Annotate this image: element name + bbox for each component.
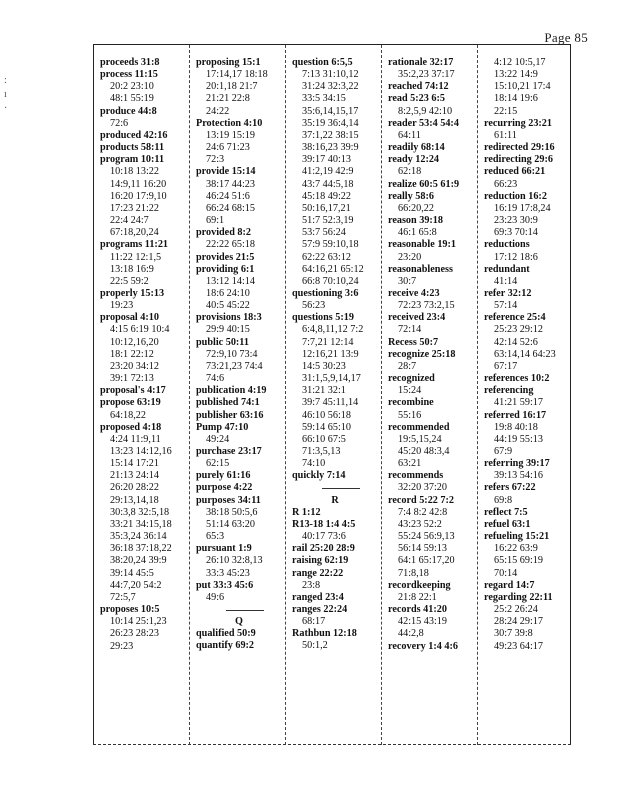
index-subline: 51:14 63:20: [206, 518, 255, 530]
index-subline: 38:18 50:5,6: [206, 506, 258, 518]
index-subline: 19:8 40:18: [494, 421, 538, 433]
index-subline: 69:8: [494, 494, 513, 506]
index-subline: 20:2 23:10: [110, 81, 154, 93]
index-entry: proposes 10:5: [100, 604, 160, 616]
index-subline: 30:7 39:8: [494, 628, 533, 640]
index-subline: 46:10 56:18: [302, 409, 351, 421]
index-entry: receive 4:23: [388, 287, 440, 299]
index-subline: 33:5 34:15: [302, 93, 346, 105]
index-entry: refer 32:12: [484, 287, 532, 299]
index-entry: put 33:3 45:6: [196, 579, 254, 591]
index-entry: proceeds 31:8: [100, 57, 160, 68]
index-subline: 29:13,14,18: [110, 494, 159, 506]
index-subline: 45:20 48:3,4: [398, 446, 450, 457]
index-entry: reasonable 19:1: [388, 239, 457, 251]
index-subline: 10:12,16,20: [110, 336, 159, 348]
index-subline: 46:1 65:8: [398, 227, 437, 239]
index-entry: produce 44:8: [100, 105, 157, 117]
index-entry: programs 11:21: [100, 239, 169, 251]
index-subline: 22:5 59:2: [110, 275, 149, 287]
index-entry: really 58:6: [388, 190, 434, 202]
index-entry: program 10:11: [100, 154, 165, 166]
index-subline: 25:2 26:24: [494, 604, 538, 616]
index-entry: provides 21:5: [196, 251, 255, 263]
index-subline: 17:12 18:6: [494, 251, 538, 263]
index-subline: 8:2,5,9 42:10: [398, 105, 453, 117]
index-entry: provided 8:2: [196, 227, 252, 239]
index-subline: 53:7 56:24: [302, 227, 346, 239]
index-subline: 49:23 64:17: [494, 640, 543, 652]
index-entry: publication 4:19: [196, 385, 267, 397]
index-subline: 33:21 34:15,18: [110, 518, 172, 530]
index-entry: recognized: [388, 373, 435, 385]
index-subline: 31:21 32:1: [302, 385, 346, 397]
index-entry: reflect 7:5: [484, 506, 528, 518]
index-entry: public 50:11: [196, 336, 249, 348]
index-entry: readily 68:14: [388, 142, 445, 154]
index-subline: 63:14,14 64:23: [494, 348, 556, 360]
index-subline: 69:1: [206, 215, 225, 227]
index-entry: redundant: [484, 263, 530, 275]
index-subline: 22:4 24:7: [110, 215, 149, 227]
index-subline: 62:22 63:12: [302, 251, 351, 263]
index-subline: 62:18: [398, 166, 422, 178]
index-subline: 16:20 17:9,10: [110, 190, 167, 202]
index-subline: 43:23 52:2: [398, 518, 442, 530]
index-entry: produced 42:16: [100, 129, 168, 141]
index-entry: rail 25:20 28:9: [292, 543, 355, 555]
index-subline: 14:5 30:23: [302, 360, 346, 372]
index-entry: ready 12:24: [388, 154, 440, 166]
index-entry: pursuant 1:9: [196, 543, 252, 555]
index-entry: regarding 22:11: [484, 591, 553, 603]
index-entry: recommends: [388, 470, 444, 482]
index-entry: read 5:23 6:5: [388, 93, 445, 105]
index-subline: 35:3,24 36:14: [110, 531, 167, 543]
index-subline: 38:20,24 39:9: [110, 555, 167, 567]
index-entry: R13-18 1:4 4:5: [292, 518, 356, 530]
index-entry: redirected 29:16: [484, 142, 555, 154]
index-subline: 40:17 73:6: [302, 531, 346, 543]
index-subline: 74:6: [206, 373, 225, 385]
index-subline: 72:14: [398, 324, 422, 336]
index-subline: 56:23: [302, 300, 326, 312]
index-entry: references 10:2: [484, 373, 550, 385]
index-subline: 41:2,19 42:9: [302, 166, 354, 178]
index-entry: purely 61:16: [196, 470, 251, 482]
index-subline: 21:21 22:8: [206, 93, 250, 105]
index-subline: 7:4 8:2 42:8: [398, 506, 448, 518]
index-entry: reduced 66:21: [484, 166, 546, 178]
index-entry: reduction 16:2: [484, 190, 547, 202]
index-columns: [94, 45, 570, 745]
index-subline: 44:7,20 54:2: [110, 579, 162, 591]
index-subline: 67:18,20,24: [110, 227, 159, 239]
index-subline: 55:16: [398, 409, 422, 421]
index-entry: Rathbun 12:18: [292, 628, 357, 640]
index-subline: 72:6: [110, 117, 129, 129]
index-entry: provide 15:14: [196, 166, 256, 178]
index-entry: refers 67:22: [484, 482, 536, 494]
index-subline: 26:20 28:22: [110, 482, 159, 494]
index-subline: 61:11: [494, 129, 517, 141]
index-subline: 46:24 51:6: [206, 190, 250, 202]
index-subline: 65:15 69:19: [494, 555, 543, 567]
index-entry: record 5:22 7:2: [388, 494, 455, 506]
index-subline: 39:14 45:5: [110, 567, 154, 579]
index-subline: 4:12 10:5,17: [494, 57, 546, 68]
index-entry: rationale 32:17: [388, 57, 454, 68]
index-entry: properly 15:13: [100, 287, 165, 299]
index-subline: 38:16,23 39:9: [302, 142, 359, 154]
index-entry: process 11:15: [100, 69, 158, 81]
section-divider: [196, 604, 282, 616]
index-subline: 59:14 65:10: [302, 421, 351, 433]
index-entry: referred 16:17: [484, 409, 547, 421]
index-subline: 38:17 44:23: [206, 178, 255, 190]
index-entry: proposing 15:1: [196, 57, 261, 68]
frame-bottom-rule: [93, 744, 571, 745]
index-subline: 13:19 15:19: [206, 129, 255, 141]
index-subline: 57:9 59:10,18: [302, 239, 359, 251]
index-subline: 64:16,21 65:12: [302, 263, 364, 275]
index-subline: 62:15: [206, 458, 230, 470]
index-entry: recognize 25:18: [388, 348, 456, 360]
index-entry: reason 39:18: [388, 215, 443, 227]
index-column-2: [190, 45, 286, 745]
index-entry: range 22:22: [292, 567, 344, 579]
index-subline: 44:2,8: [398, 628, 424, 640]
index-subline: 41:14: [494, 275, 518, 287]
index-subline: 31:24 32:3,22: [302, 81, 359, 93]
index-entry: refuel 63:1: [484, 518, 531, 530]
index-entry: purpose 4:22: [196, 482, 253, 494]
index-subline: 35:2,23 37:17: [398, 69, 455, 81]
index-entry: question 6:5,5: [292, 57, 353, 68]
index-subline: 41:21 59:17: [494, 397, 543, 409]
index-subline: 21:13 24:14: [110, 470, 159, 482]
index-entry: Protection 4:10: [196, 117, 263, 129]
index-subline: 19:5,15,24: [398, 433, 442, 445]
index-subline: 55:24 56:9,13: [398, 531, 455, 543]
index-subline: 28:24 29:17: [494, 616, 543, 628]
index-subline: 44:19 55:13: [494, 433, 543, 445]
index-subline: 49:6: [206, 591, 225, 603]
index-subline: 4:15 6:19 10:4: [110, 324, 170, 336]
index-entry: questions 5:19: [292, 312, 354, 324]
index-entry: reference 25:4: [484, 312, 546, 324]
index-subline: 65:3: [206, 531, 225, 543]
index-subline: 63:21: [398, 458, 422, 470]
index-subline: 24:6 71:23: [206, 142, 250, 154]
index-subline: 48:1 55:19: [110, 93, 154, 105]
index-subline: 7:7,21 12:14: [302, 336, 354, 348]
index-subline: 16:19 17:8,24: [494, 202, 551, 214]
index-subline: 23:8: [302, 579, 321, 591]
index-subline: 15:10,21 17:4: [494, 81, 551, 93]
index-subline: 69:3 70:14: [494, 227, 538, 239]
page-number: Page 85: [544, 30, 588, 45]
index-entry: provisions 18:3: [196, 312, 262, 324]
index-entry: recombine: [388, 397, 434, 409]
index-subline: 35:19 36:4,14: [302, 117, 359, 129]
index-entry: Pump 47:10: [196, 421, 249, 433]
index-subline: 30:7: [398, 275, 417, 287]
index-subline: 50:1,2: [302, 640, 328, 652]
index-entry: regard 14:7: [484, 579, 535, 591]
index-subline: 28:7: [398, 360, 417, 372]
index-subline: 57:14: [494, 300, 518, 312]
index-entry: purposes 34:11: [196, 494, 261, 506]
index-subline: 66:23: [494, 178, 518, 190]
index-subline: 42:15 43:19: [398, 616, 447, 628]
index-subline: 17:23 21:22: [110, 202, 159, 214]
index-column-4: [382, 45, 478, 745]
index-entry: reasonableness: [388, 263, 453, 275]
index-subline: 10:18 13:22: [110, 166, 159, 178]
index-subline: 18:1 22:12: [110, 348, 154, 360]
index-subline: 18:14 19:6: [494, 93, 538, 105]
index-subline: 29:9 40:15: [206, 324, 250, 336]
index-entry: proposed 4:18: [100, 421, 162, 433]
index-entry: reductions: [484, 239, 530, 251]
index-subline: 26:23 28:23: [110, 628, 159, 640]
index-subline: 66:10 67:5: [302, 433, 346, 445]
index-subline: 29:23: [110, 640, 134, 652]
section-letter: Q: [235, 616, 243, 628]
index-subline: 67:9: [494, 446, 513, 457]
index-entry: proposal's 4:17: [100, 385, 166, 397]
index-subline: 16:22 63:9: [494, 543, 538, 555]
index-subline: 30:3,8 32:5,18: [110, 506, 170, 518]
index-column-5: [478, 45, 570, 745]
index-subline: 15:24: [398, 385, 422, 397]
index-entry: purchase 23:17: [196, 446, 262, 457]
index-subline: 49:24: [206, 433, 230, 445]
index-entry: raising 62:19: [292, 555, 349, 567]
index-subline: 43:7 44:5,18: [302, 178, 354, 190]
index-subline: 70:14: [494, 567, 518, 579]
index-subline: 45:18 49:22: [302, 190, 351, 202]
index-subline: 13:12 14:14: [206, 275, 255, 287]
index-subline: 74:10: [302, 458, 326, 470]
index-subline: 73:21,23 74:4: [206, 360, 263, 372]
index-subline: 23:23 30:9: [494, 215, 538, 227]
index-entry: R 1:12: [292, 506, 321, 518]
index-subline: 13:23 14:12,16: [110, 446, 172, 457]
index-subline: 72:3: [206, 154, 225, 166]
index-subline: 68:17: [302, 616, 326, 628]
index-subline: 24:22: [206, 105, 230, 117]
index-entry: products 58:11: [100, 142, 165, 154]
index-entry: recovery 1:4 4:6: [388, 640, 458, 652]
index-subline: 31:1,5,9,14,17: [302, 373, 361, 385]
index-subline: 39:1 72:13: [110, 373, 154, 385]
index-column-3: [286, 45, 382, 745]
index-subline: 56:14 59:13: [398, 543, 447, 555]
index-subline: 67:17: [494, 360, 518, 372]
index-subline: 40:5 45:22: [206, 300, 250, 312]
index-entry: reader 53:4 54:4: [388, 117, 459, 129]
index-subline: 7:13 31:10,12: [302, 69, 359, 81]
index-entry: reached 74:12: [388, 81, 449, 93]
index-subline: 71:3,5,13: [302, 446, 341, 457]
index-subline: 35:6,14,15,17: [302, 105, 359, 117]
index-subline: 23:20: [398, 251, 422, 263]
index-entry: redirecting 29:6: [484, 154, 553, 166]
index-entry: proposal 4:10: [100, 312, 159, 324]
index-subline: 64:11: [398, 129, 421, 141]
index-entry: referencing: [484, 385, 534, 397]
index-subline: 22:22 65:18: [206, 239, 255, 251]
index-subline: 12:16,21 13:9: [302, 348, 359, 360]
index-entry: realize 60:5 61:9: [388, 178, 460, 190]
index-subline: 37:1,22 38:15: [302, 129, 359, 141]
index-entry: ranged 23:4: [292, 591, 344, 603]
index-entry: quickly 7:14: [292, 470, 346, 482]
index-entry: recordkeeping: [388, 579, 451, 591]
index-subline: 26:10 32:8,13: [206, 555, 263, 567]
margin-marks: : ı ·: [4, 75, 8, 114]
index-entry: propose 63:19: [100, 397, 161, 409]
section-divider: [292, 482, 378, 494]
index-entry: received 23:4: [388, 312, 446, 324]
index-subline: 42:14 52:6: [494, 336, 538, 348]
index-subline: 39:13 54:16: [494, 470, 543, 482]
index-entry: providing 6:1: [196, 263, 255, 275]
index-entry: refueling 15:21: [484, 531, 550, 543]
index-subline: 4:24 11:9,11: [110, 433, 161, 445]
index-entry: quantify 69:2: [196, 640, 255, 652]
index-subline: 64:1 65:17,20: [398, 555, 455, 567]
section-letter: R: [331, 494, 339, 506]
index-subline: 23:20 34:12: [110, 360, 159, 372]
index-subline: 6:4,8,11,12 7:2: [302, 324, 364, 336]
index-subline: 71:8,18: [398, 567, 429, 579]
index-subline: 17:14,17 18:18: [206, 69, 268, 81]
index-entry: ranges 22:24: [292, 604, 348, 616]
index-entry: questioning 3:6: [292, 287, 359, 299]
index-subline: 13:18 16:9: [110, 263, 154, 275]
index-subline: 72:23 73:2,15: [398, 300, 455, 312]
index-subline: 39:7 45:11,14: [302, 397, 359, 409]
index-entry: referring 39:17: [484, 458, 550, 470]
index-subline: 64:18,22: [110, 409, 146, 421]
index-frame: [93, 44, 571, 745]
index-column-1: [94, 45, 190, 745]
index-entry: qualified 50:9: [196, 628, 256, 640]
index-subline: 11:22 12:1,5: [110, 251, 162, 263]
index-subline: 20:1,18 21:7: [206, 81, 258, 93]
index-subline: 72:5,7: [110, 591, 136, 603]
index-subline: 72:9,10 73:4: [206, 348, 258, 360]
index-subline: 50:16,17,21: [302, 202, 351, 214]
index-subline: 15:14 17:21: [110, 458, 159, 470]
index-subline: 10:14 25:1,23: [110, 616, 167, 628]
index-subline: 33:3 45:23: [206, 567, 250, 579]
index-subline: 66:24 68:15: [206, 202, 255, 214]
index-entry: published 74:1: [196, 397, 260, 409]
index-entry: records 41:20: [388, 604, 447, 616]
index-subline: 66:20,22: [398, 202, 434, 214]
index-subline: 13:22 14:9: [494, 69, 538, 81]
index-subline: 21:8 22:1: [398, 591, 437, 603]
index-entry: recommended: [388, 421, 450, 433]
index-entry: publisher 63:16: [196, 409, 264, 421]
index-subline: 25:23 29:12: [494, 324, 543, 336]
index-subline: 51:7 52:3,19: [302, 215, 354, 227]
index-subline: 22:15: [494, 105, 518, 117]
index-subline: 32:20 37:20: [398, 482, 447, 494]
index-entry: recurring 23:21: [484, 117, 552, 129]
index-subline: 39:17 40:13: [302, 154, 351, 166]
index-subline: 66:8 70:10,24: [302, 275, 359, 287]
index-subline: 18:6 24:10: [206, 287, 250, 299]
index-subline: 14:9,11 16:20: [110, 178, 167, 190]
index-subline: 36:18 37:18,22: [110, 543, 172, 555]
index-subline: 19:23: [110, 300, 134, 312]
index-entry: Recess 50:7: [388, 336, 439, 348]
